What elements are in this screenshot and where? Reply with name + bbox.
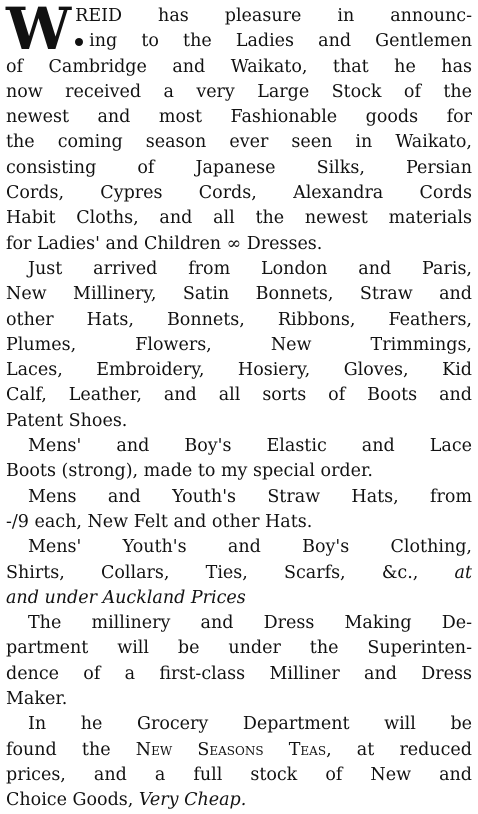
drop-cap: W [6, 0, 70, 63]
text-line: Patent Shoes. [6, 410, 128, 431]
text-line: of Cambridge and Waikato, that he has [6, 56, 472, 77]
text-line: consisting of Japanese Silks, Persian [6, 157, 472, 178]
intro-paragraph [6, 0, 472, 257]
text-line: Plumes, Flowers, New Trimmings, [6, 334, 472, 355]
text-line [6, 788, 472, 813]
arrivals-paragraph [6, 257, 472, 434]
text-line: REID has pleasure in announc- [75, 6, 472, 26]
text-line: Just arrived from London and Paris, [28, 258, 472, 279]
clothing-paragraph [6, 535, 472, 611]
text-line [6, 738, 472, 763]
text-line: newest and most Fashionable goods for [6, 107, 472, 128]
text-line [75, 29, 472, 54]
text-line: other Hats, Bonnets, Ribbons, Feathers, [6, 309, 472, 330]
grocery-paragraph [6, 712, 472, 813]
text-line-content: Shirts, Collars, Ties, Scarfs, &c., [6, 562, 419, 583]
hats-paragraph [6, 485, 472, 536]
text-line: Boots (strong), made to my special order. [6, 461, 373, 482]
text-line: now received a very Large Stock of the [6, 81, 472, 102]
text-line: Maker. [6, 689, 68, 710]
text-line-content: Choice Goods, [6, 790, 134, 811]
text-line: partment will be under the Superinten- [6, 638, 472, 659]
text-line [6, 561, 472, 586]
text-line: Habit Cloths, and all the newest materials [6, 208, 472, 229]
bullet-icon [75, 38, 83, 46]
boots-paragraph [6, 434, 472, 485]
text-line: the coming season ever seen in Waikato, [6, 132, 472, 153]
millinery-paragraph [6, 611, 472, 712]
text-line: prices, and a full stock of New and [6, 764, 472, 785]
text-line-content: ing to the Ladies and Gentlemen [89, 31, 472, 52]
text-line: dence of a first-class Milliner and Dress [6, 663, 472, 684]
text-line-content: found the [6, 739, 111, 760]
italic-text: Very Cheap. [138, 790, 247, 811]
text-line: Cords, Cypres Cords, Alexandra Cords [6, 183, 472, 204]
text-line: -/9 each, New Felt and other Hats. [6, 511, 313, 532]
text-line: The millinery and Dress Making De- [28, 613, 472, 634]
small-caps-text: New Seasons Teas [135, 739, 327, 760]
text-line: Mens and Youth's Straw Hats, from [28, 486, 472, 507]
text-line: Mens' Youth's and Boy's Clothing, [28, 537, 472, 558]
italic-text: and under Auckland Prices [6, 587, 246, 608]
advertisement [6, 0, 472, 814]
text-line: Calf, Leather, and all sorts of Boots and [6, 385, 472, 406]
text-line: for Ladies' and Children ∞ Dresses. [6, 233, 323, 254]
text-line: In he Grocery Department will be [28, 714, 472, 735]
text-line: Mens' and Boy's Elastic and Lace [28, 436, 472, 457]
italic-text: at [454, 562, 472, 583]
text-line: Laces, Embroidery, Hosiery, Gloves, Kid [6, 360, 472, 381]
text-line: New Millinery, Satin Bonnets, Straw and [6, 284, 472, 305]
text-line-content: , at reduced [326, 739, 472, 760]
